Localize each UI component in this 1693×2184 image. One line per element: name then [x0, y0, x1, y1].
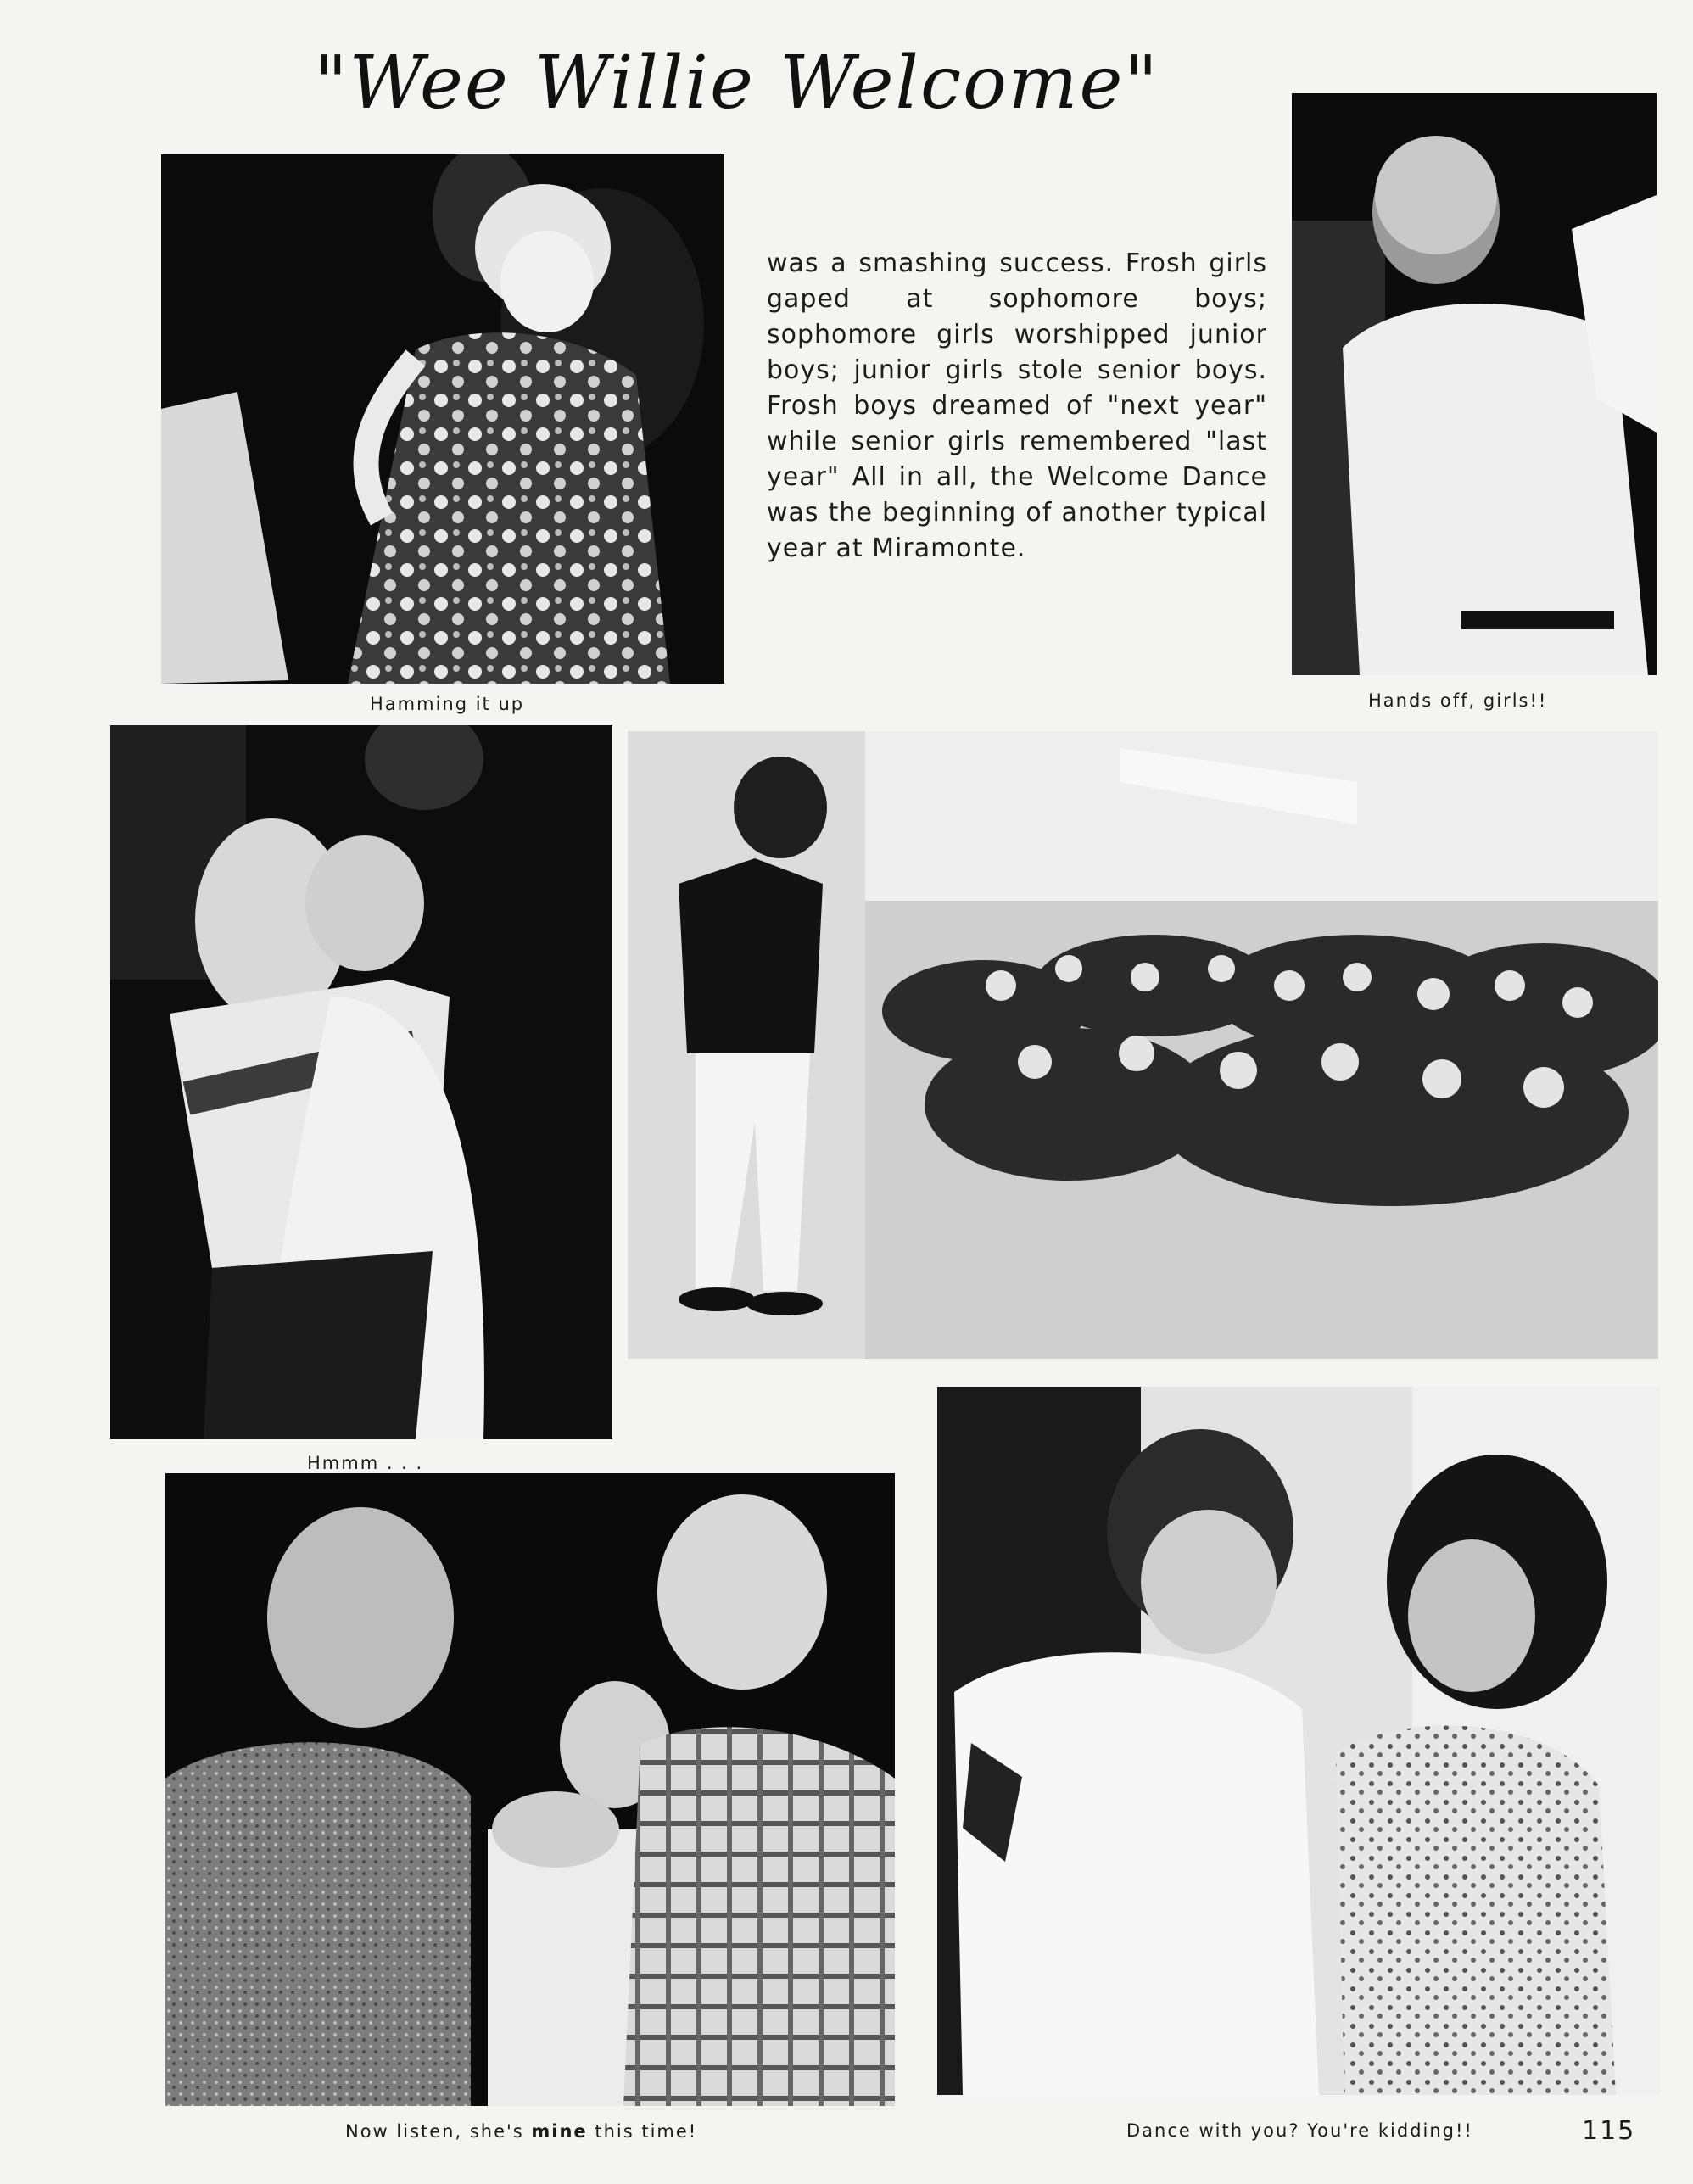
photo-hands-off-girls [1292, 93, 1657, 675]
couple-embracing-image [110, 725, 612, 1439]
crowd-gym-image [628, 731, 1658, 1359]
two-boys-and-girl-image [165, 1473, 895, 2106]
caption-now-listen-bold: mine [531, 2121, 588, 2142]
caption-dance-with-you: Dance with you? You're kidding!! [1126, 2120, 1473, 2141]
caption-hmmm: Hmmm . . . [307, 1453, 424, 1473]
caption-hamming-it-up: Hamming it up [370, 694, 525, 714]
page-title: "Wee Willie Welcome" [314, 41, 1159, 126]
photo-now-listen [165, 1473, 895, 2106]
photo-dance-with-you [937, 1387, 1660, 2095]
page-number: 115 [1582, 2116, 1636, 2146]
photo-hmmm [110, 725, 612, 1439]
photo-crowd [628, 731, 1658, 1359]
body-text: was a smashing success. Frosh girls gaped at sophomore boys; sophomore girls worshipped junior boys; junior girls stole senior boys. Frosh boys dreamed of "next year" while senior girls remembered "last year" All in all, the Welcome Dance was the beginning of another typical year at Miramonte. [767, 249, 1267, 563]
dancing-girl-image [161, 154, 724, 684]
boy-and-girl-talking-image [937, 1387, 1660, 2095]
young-man-image [1292, 93, 1657, 675]
caption-now-listen [345, 2121, 697, 2142]
photo-hamming-it-up [161, 154, 724, 684]
caption-hands-off-girls: Hands off, girls!! [1368, 690, 1548, 711]
caption-now-listen-start: Now listen, she's [345, 2121, 532, 2142]
caption-now-listen-end: this time! [587, 2121, 698, 2142]
